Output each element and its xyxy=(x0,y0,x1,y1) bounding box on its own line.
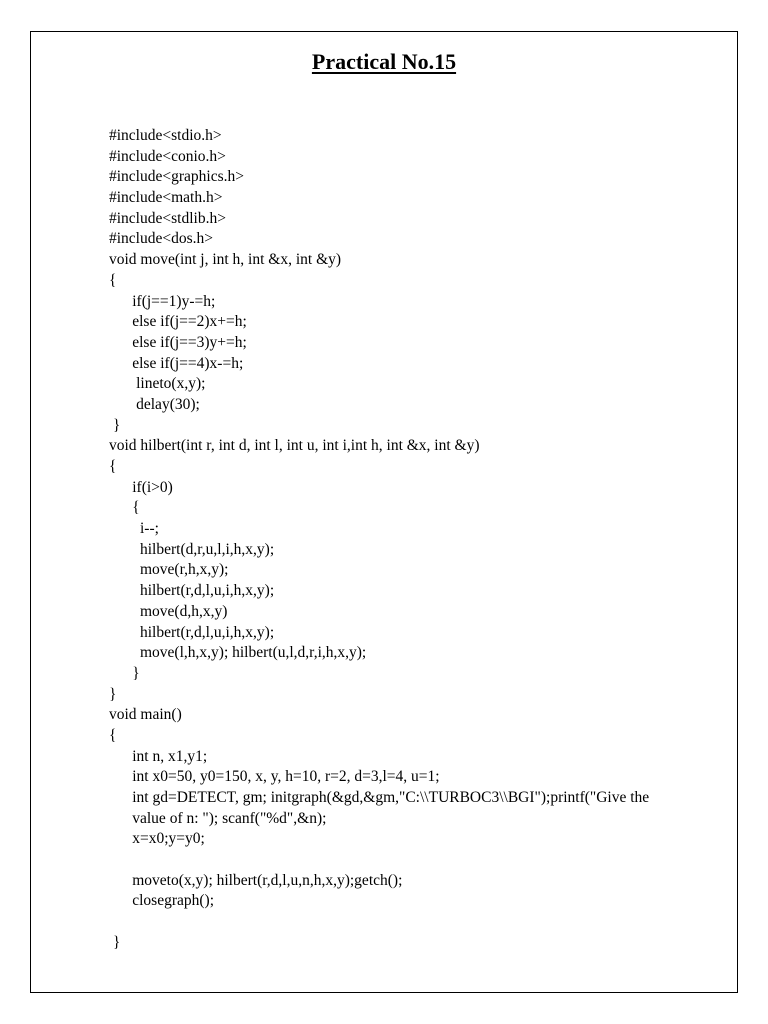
code-line: x=x0;y=y0; xyxy=(109,830,205,848)
code-line: hilbert(d,r,u,l,i,h,x,y); xyxy=(109,540,275,558)
code-line: } xyxy=(109,933,121,951)
code-line: #include<stdlib.h> xyxy=(109,209,226,227)
code-line xyxy=(109,912,729,933)
code-line: #include<stdio.h> xyxy=(109,127,222,144)
code-line: else if(j==2)x+=h; xyxy=(109,313,247,331)
code-line: if(j==1)y-=h; xyxy=(109,292,216,310)
code-line: #include<dos.h> xyxy=(109,230,214,248)
code-line: } xyxy=(109,664,140,682)
code-line: i--; xyxy=(109,520,159,538)
code-line: #include<math.h> xyxy=(109,189,223,207)
code-line: delay(30); xyxy=(109,395,200,413)
code-line: value of n: "); scanf("%d",&n); xyxy=(109,809,327,827)
code-line: { xyxy=(109,499,140,517)
code-line: hilbert(r,d,l,u,i,h,x,y); xyxy=(109,623,275,641)
page-title: Practical No.15 xyxy=(311,49,457,74)
code-line: lineto(x,y); xyxy=(109,375,206,393)
code-line: hilbert(r,d,l,u,i,h,x,y); xyxy=(109,582,275,600)
code-line: void move(int j, int h, int &x, int &y) xyxy=(109,251,342,269)
code-line: } xyxy=(109,685,117,703)
code-line: { xyxy=(109,458,117,475)
code-line: else if(j==3)y+=h; xyxy=(109,333,247,351)
code-line: else if(j==4)x-=h; xyxy=(109,354,244,372)
code-line: void main() xyxy=(109,706,182,724)
code-line: move(r,h,x,y); xyxy=(109,561,229,579)
code-line: if(i>0) xyxy=(109,478,173,496)
code-line xyxy=(109,850,729,871)
code-line: move(l,h,x,y); hilbert(u,l,d,r,i,h,x,y); xyxy=(109,644,367,662)
code-line: { xyxy=(109,726,117,744)
code-line: #include<conio.h> xyxy=(109,147,226,165)
code-listing xyxy=(109,126,729,954)
code-line: } xyxy=(109,416,121,434)
code-line: move(d,h,x,y) xyxy=(109,602,228,620)
code-line: { xyxy=(109,271,117,289)
code-line: closegraph(); xyxy=(109,892,215,910)
code-line: #include<graphics.h> xyxy=(109,168,244,186)
code-line: void hilbert(int r, int d, int l, int u, int i,int h, int &x, int &y) xyxy=(109,437,480,455)
code-line: int n, x1,y1; xyxy=(109,747,208,765)
code-line: moveto(x,y); hilbert(r,d,l,u,n,h,x,y);getch(); xyxy=(109,871,403,889)
code-line: int x0=50, y0=150, x, y, h=10, r=2, d=3,l=4, u=1; xyxy=(109,768,440,786)
code-line: int gd=DETECT, gm; initgraph(&gd,&gm,"C:\\TURBOC3\\BGI");printf("Give the xyxy=(109,789,650,806)
